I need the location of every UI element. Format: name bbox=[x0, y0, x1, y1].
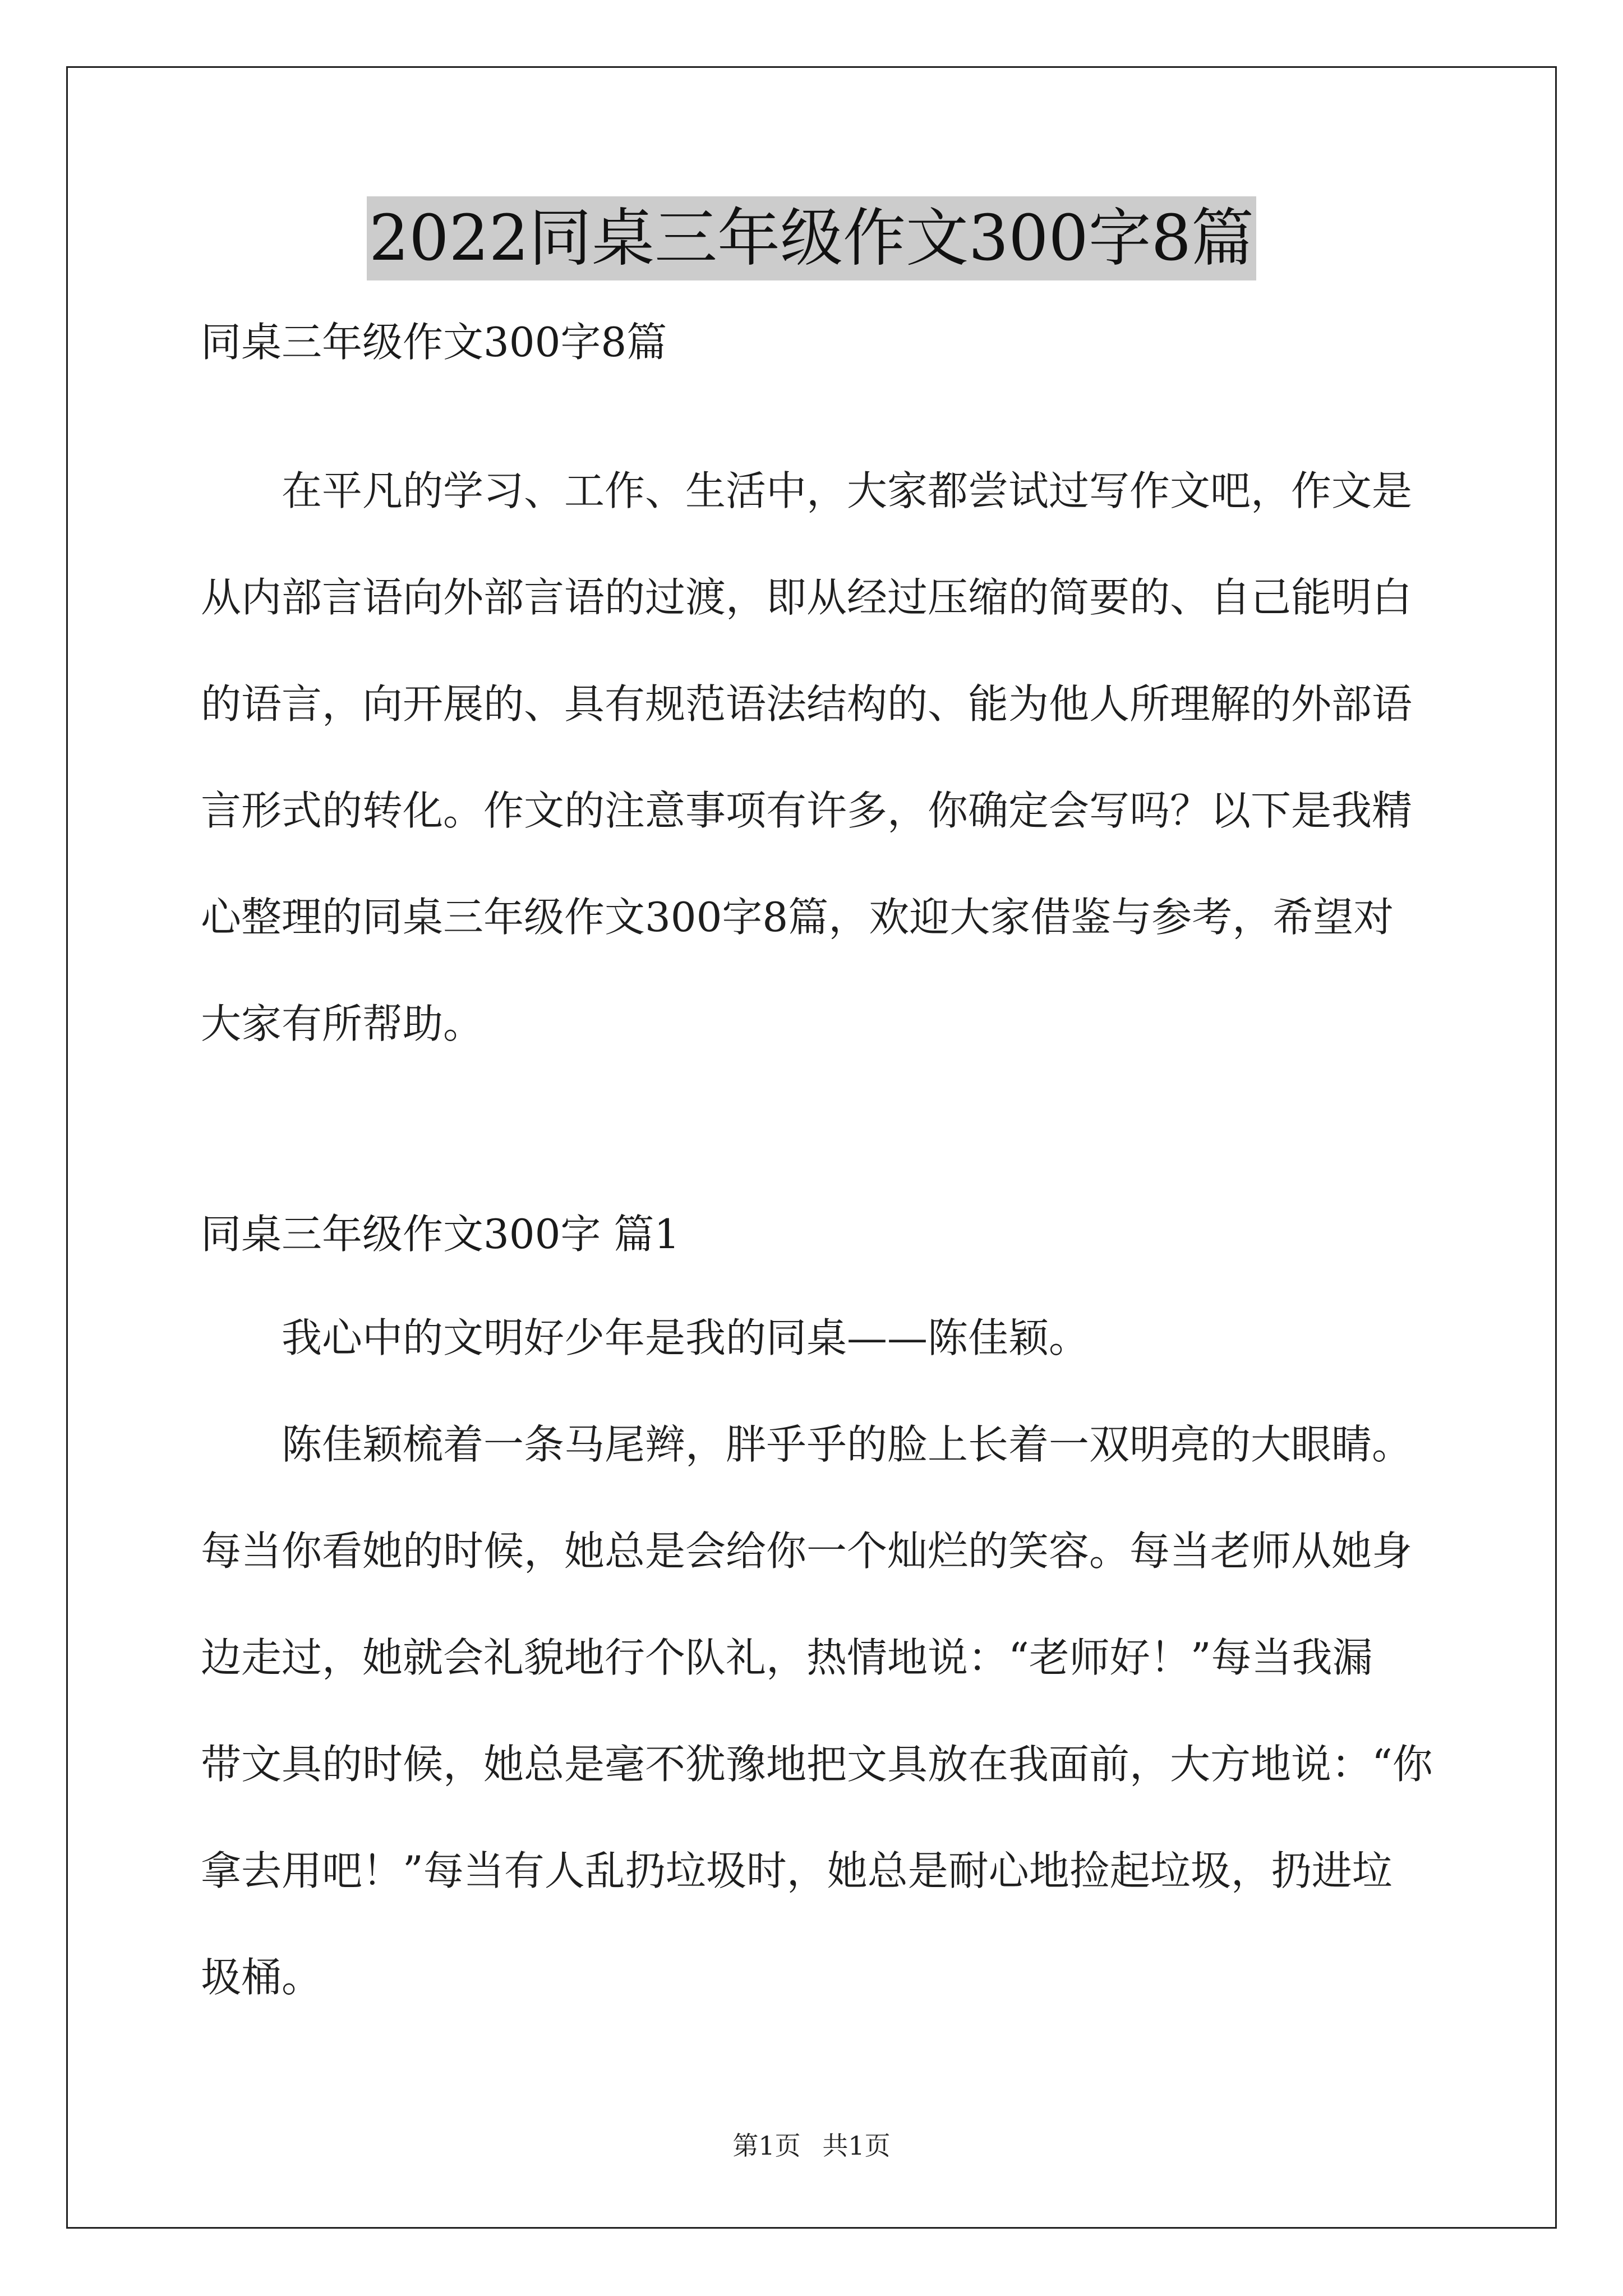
intro-paragraph bbox=[201, 438, 1435, 1077]
paragraph-line: 从内部言语向外部言语的过渡，即从经过压缩的简要的、自己能明白 bbox=[201, 574, 1413, 621]
paragraph-line: 在平凡的学习、工作、生活中，大家都尝试过写作文吧，作文是 bbox=[201, 467, 1413, 514]
section-heading: 同桌三年级作文300字 篇1 bbox=[201, 1211, 680, 1258]
paragraph-line: 带文具的时候，她总是毫不犹豫地把文具放在我面前，大方地说：“你 bbox=[201, 1741, 1433, 1788]
document-subtitle: 同桌三年级作文300字8篇 bbox=[201, 319, 667, 366]
paragraph-line: 我心中的文明好少年是我的同桌——陈佳颖。 bbox=[201, 1314, 1090, 1361]
paragraph-line: 陈佳颖梳着一条马尾辫，胖乎乎的脸上长着一双明亮的大眼睛。 bbox=[201, 1421, 1413, 1468]
paragraph-line: 每当你看她的时候，她总是会给你一个灿烂的笑容。每当老师从她身 bbox=[201, 1527, 1413, 1575]
section-body bbox=[201, 1285, 1435, 2031]
paragraph-line: 心整理的同桌三年级作文300字8篇，欢迎大家借鉴与参考，希望对 bbox=[201, 894, 1394, 941]
paragraph-line: 言形式的转化。作文的注意事项有许多，你确定会写吗？以下是我精 bbox=[201, 787, 1413, 834]
paragraph-line: 的语言，向开展的、具有规范语法结构的、能为他人所理解的外部语 bbox=[201, 680, 1413, 728]
paragraph-line: 边走过，她就会礼貌地行个队礼，热情地说：“老师好！”每当我漏 bbox=[201, 1634, 1373, 1681]
page-total: 共1页 bbox=[822, 2131, 891, 2161]
paragraph-line: 拿去用吧！”每当有人乱扔垃圾时，她总是耐心地捡起垃圾，扔进垃 bbox=[201, 1847, 1393, 1894]
page-number: 第1页 bbox=[732, 2131, 801, 2161]
paragraph-line: 大家有所帮助。 bbox=[201, 1000, 484, 1047]
page-footer bbox=[0, 2129, 1623, 2162]
paragraph-line: 圾桶。 bbox=[201, 1954, 322, 2001]
document-title: 2022同桌三年级作文300字8篇 bbox=[367, 196, 1256, 280]
title-wrapper bbox=[0, 196, 1623, 280]
